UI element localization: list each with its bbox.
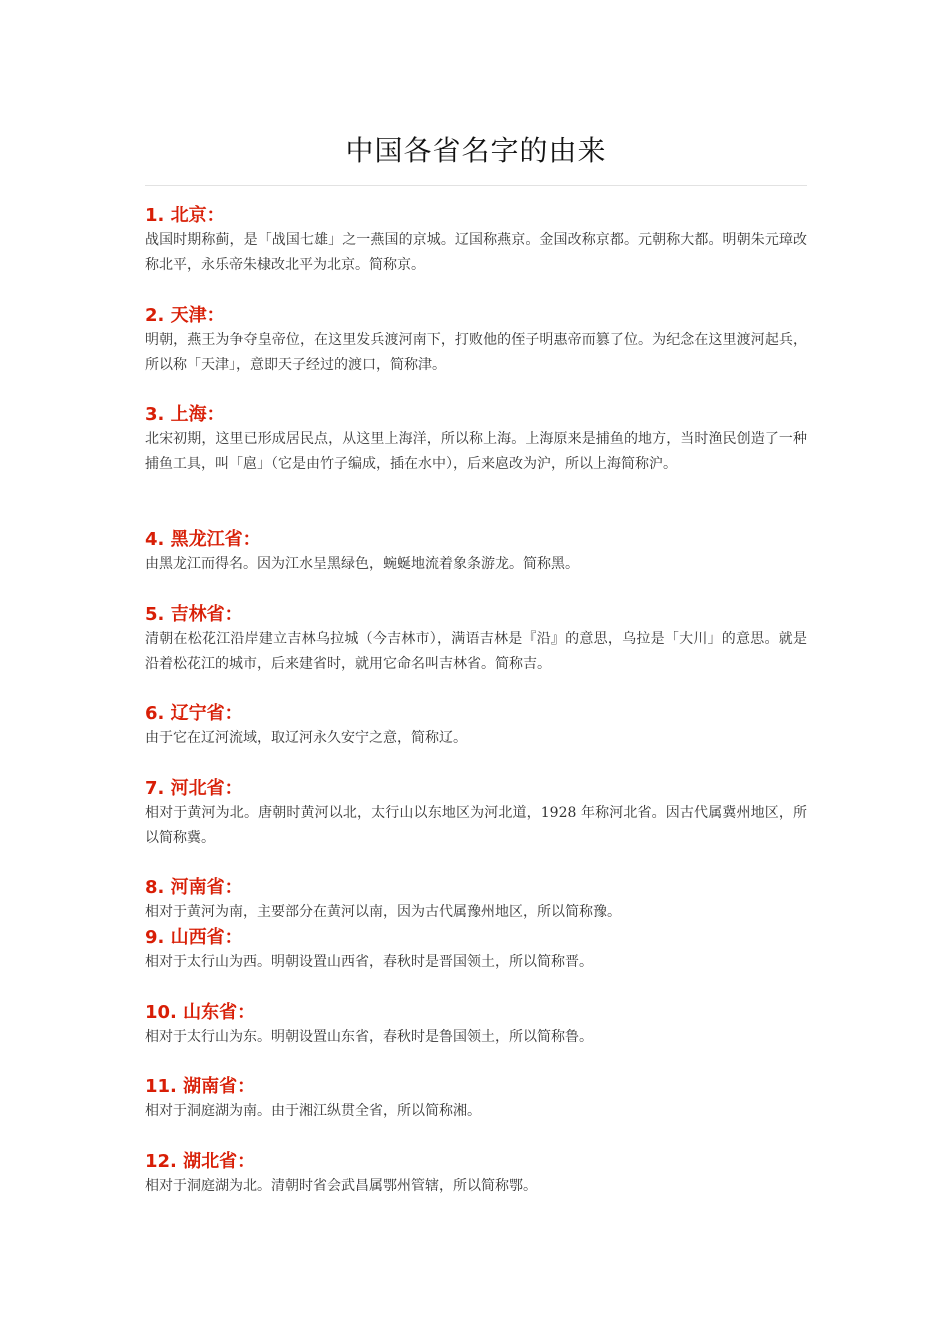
section-heading: 10. 山东省： [145,1002,256,1023]
section-heading: 4. 黑龙江省： [145,529,261,550]
section-hubei [145,1150,807,1199]
section-body: 清朝在松花江沿岸建立吉林乌拉城（今吉林市），满语吉林是『沿』的意思，乌拉是「大川」的意思。就是沿着松花江的城市，后来建省时，就用它命名叫吉林省。简称吉。 [145,631,807,672]
section-body: 由于它在辽河流域，取辽河永久安宁之意，简称辽。 [145,730,467,746]
section-heading: 11. 湖南省： [145,1076,256,1097]
section-heilongjiang [145,528,807,577]
section-heading: 9. 山西省： [145,927,243,948]
section-body: 由黑龙江而得名。因为江水呈黑绿色，蜿蜒地流着象条游龙。简称黑。 [145,556,579,572]
section-liaoning [145,702,807,751]
section-heading: 3. 上海： [145,404,225,425]
section-heading: 2. 天津： [145,305,225,326]
document-page [145,0,807,1194]
section-shanxi [145,926,807,975]
section-body: 相对于黄河为南，主要部分在黄河以南，因为古代属豫州地区，所以简称豫。 [145,904,621,920]
section-heading: 6. 辽宁省： [145,703,243,724]
section-body: 相对于太行山为东。明朝设置山东省，春秋时是鲁国领土，所以简称鲁。 [145,1029,593,1045]
section-heading: 12. 湖北省： [145,1151,256,1172]
section-body: 相对于黄河为北。唐朝时黄河以北，太行山以东地区为河北道，1928 年称河北省。因古代属冀州地区，所以简称冀。 [145,805,807,846]
section-body: 相对于洞庭湖为南。由于湘江纵贯全省，所以简称湘。 [145,1103,481,1119]
section-beijing [145,204,807,278]
section-henan [145,876,807,925]
page-title: 中国各省名字的由来 [345,134,607,167]
section-body: 北宋初期，这里已形成居民点，从这里上海洋，所以称上海。上海原来是捕鱼的地方，当时渔民创造了一种捕鱼工具，叫「扈」（它是由竹子编成，插在水中），后来扈改为沪，所以上海简称沪。 [145,431,807,472]
section-body: 明朝，燕王为争夺皇帝位，在这里发兵渡河南下，打败他的侄子明惠帝而篡了位。为纪念在这里渡河起兵，所以称「天津」，意即天子经过的渡口，简称津。 [145,332,807,373]
section-tianjin [145,304,807,378]
title-divider [145,185,807,186]
section-hebei [145,777,807,851]
section-body: 相对于洞庭湖为北。清朝时省会武昌属鄂州管辖，所以简称鄂。 [145,1178,537,1194]
section-heading: 5. 吉林省： [145,604,243,625]
section-jilin [145,603,807,677]
section-body: 相对于太行山为西。明朝设置山西省，春秋时是晋国领土，所以简称晋。 [145,954,593,970]
section-heading: 1. 北京： [145,205,225,226]
section-shanghai [145,403,807,477]
section-body: 战国时期称蓟，是「战国七雄」之一燕国的京城。辽国称燕京。金国改称京都。元朝称大都。明朝朱元璋改称北平，永乐帝朱棣改北平为北京。简称京。 [145,232,807,273]
section-shandong [145,1001,807,1050]
section-heading: 8. 河南省： [145,877,243,898]
section-hunan [145,1075,807,1124]
section-heading: 7. 河北省： [145,778,243,799]
